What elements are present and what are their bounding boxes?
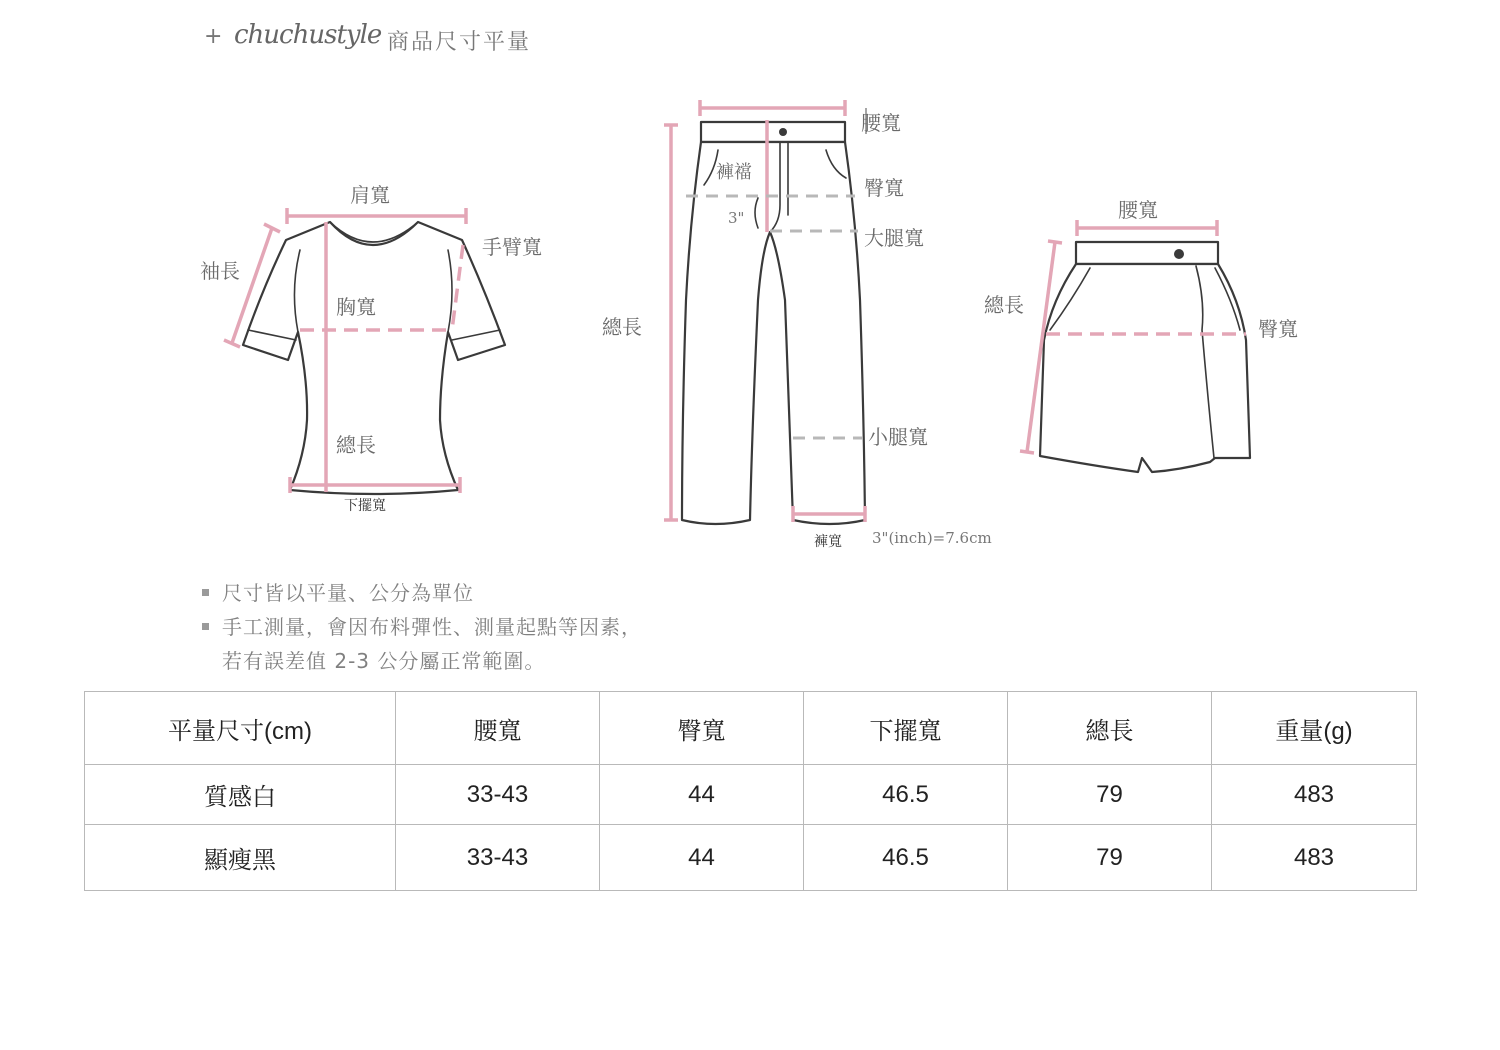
note-text: 尺寸皆以平量、公分為單位: [222, 581, 474, 605]
bullet-icon: [202, 623, 209, 630]
pants-outline: [682, 142, 865, 524]
pants-illustration: [602, 100, 992, 550]
table-header: 下擺寬: [804, 692, 1008, 765]
size-notes: [202, 576, 902, 678]
label-skirt-length: 總長: [984, 293, 1024, 317]
label-rise: 褲襠: [716, 162, 752, 183]
table-cell: 33-43: [396, 825, 600, 891]
table-cell: 44: [600, 765, 804, 825]
bullet-icon: [202, 589, 209, 596]
label-pants-waist: 腰寬: [861, 111, 901, 135]
note-continuation: 若有誤差值 2-3 公分屬正常範圍。: [222, 649, 546, 673]
label-inch-note: 3"(inch)=7.6cm: [872, 529, 992, 547]
label-skirt-waist: 腰寬: [1118, 198, 1158, 222]
table-cell: 質感白: [85, 765, 396, 825]
table-header-row: [85, 692, 1417, 765]
label-shoulder: 肩寬: [350, 183, 390, 207]
table-cell: 33-43: [396, 765, 600, 825]
skirt-outline: [1040, 264, 1250, 472]
label-rise-offset: 3": [728, 209, 745, 227]
table-cell: 46.5: [804, 765, 1008, 825]
skirt-button: [1174, 249, 1184, 259]
label-thigh: 大腿寬: [864, 226, 924, 250]
table-cell: 79: [1008, 825, 1212, 891]
pants-waistband: [701, 122, 845, 142]
table-cell: 46.5: [804, 825, 1008, 891]
measure-skirt-length-cap-b: [1020, 451, 1034, 453]
table-header: 臀寬: [600, 692, 804, 765]
label-sleeve: 袖長: [200, 259, 240, 283]
table-cell: 44: [600, 825, 804, 891]
label-skirt-hip: 臀寬: [1258, 317, 1298, 341]
note-item: [202, 610, 902, 644]
table-header: 總長: [1008, 692, 1212, 765]
label-tshirt-hem: 下擺寬: [344, 498, 386, 514]
brand-logo: chuchustyle: [234, 20, 382, 50]
table-row: [85, 825, 1417, 891]
skirt-illustration: [984, 198, 1298, 472]
label-pants-hip: 臀寬: [864, 176, 904, 200]
label-pants-length: 總長: [602, 315, 642, 339]
label-pants-hem: 褲寬: [814, 534, 842, 550]
label-arm: 手臂寬: [482, 235, 542, 259]
skirt-waistband: [1076, 242, 1218, 264]
table-cell: 483: [1212, 765, 1417, 825]
table-header: 腰寬: [396, 692, 600, 765]
label-calf: 小腿寬: [868, 425, 928, 449]
note-text: 手工測量，會因布料彈性、測量起點等因素，: [222, 615, 642, 639]
table-cell: 79: [1008, 765, 1212, 825]
tshirt-illustration: [200, 183, 542, 514]
table-cell: 顯瘦黑: [85, 825, 396, 891]
table-header: 平量尺寸(cm): [85, 692, 396, 765]
table-cell: 483: [1212, 825, 1417, 891]
note-item: [202, 576, 902, 610]
measure-skirt-length-cap-t: [1048, 241, 1062, 243]
label-chest: 胸寬: [336, 295, 376, 319]
table-header: 重量(g): [1212, 692, 1417, 765]
pants-button: [779, 128, 787, 136]
size-table: [84, 691, 1417, 891]
label-tshirt-length: 總長: [336, 433, 376, 457]
plus-icon: +: [204, 24, 223, 49]
page-title: 商品尺寸平量: [387, 30, 532, 55]
table-row: [85, 765, 1417, 825]
